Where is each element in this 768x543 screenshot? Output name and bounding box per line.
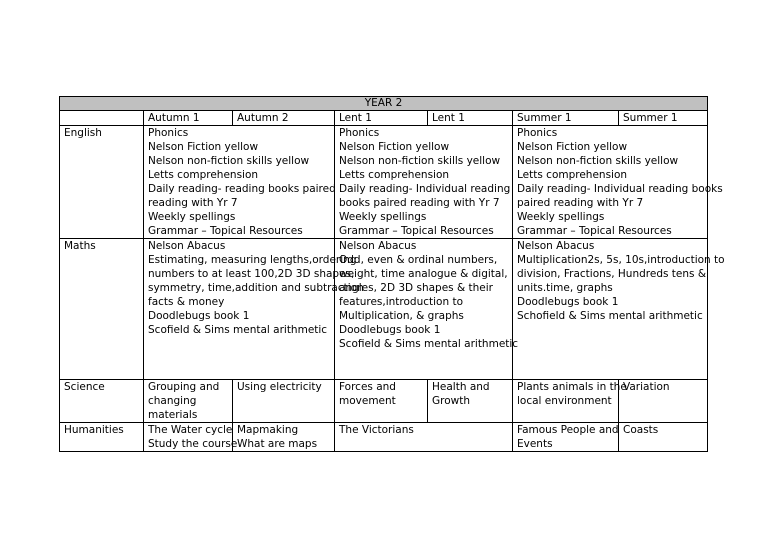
cell-line: materials (148, 409, 198, 421)
cell-line: Weekly spellings (339, 211, 427, 223)
cell-line: Grammar – Topical Resources (339, 225, 494, 237)
cell-line: facts & money (148, 296, 225, 308)
cell-line: Coasts (623, 424, 659, 436)
cell-line: The Water cycle (148, 424, 233, 436)
cell-line: Plants animals in the (517, 381, 627, 393)
cell-line: Nelson non-fiction skills yellow (148, 155, 310, 167)
cell-line: paired reading with Yr 7 (517, 197, 644, 209)
cell-line: Variation (623, 381, 670, 393)
science-cell (428, 380, 513, 423)
cell-line: Nelson non-fiction skills yellow (517, 155, 679, 167)
cell-line: Scofield & Sims mental arithmetic (148, 324, 328, 336)
cell-line: Nelson Abacus (517, 240, 595, 252)
science-cell (144, 380, 233, 423)
subject-label: Science (60, 380, 144, 423)
humanities-cell (144, 423, 238, 452)
cell-line: movement (339, 395, 396, 407)
cell-line: Phonics (339, 127, 380, 139)
science-cell (513, 380, 627, 423)
cell-line: Grammar – Topical Resources (517, 225, 672, 237)
cell-line: Doodlebugs book 1 (339, 324, 441, 336)
cell-line: Growth (432, 395, 471, 407)
cell-line: Letts comprehension (517, 169, 628, 181)
cell-line: Daily reading- Individual reading books (517, 183, 723, 195)
term-header: Summer 1 (619, 111, 708, 126)
cell-line: Daily reading- Individual reading (339, 183, 511, 195)
subject-label: English (60, 126, 144, 239)
maths-summer-cell (513, 239, 725, 380)
cell-line: Weekly spellings (148, 211, 236, 223)
year-title: YEAR 2 (60, 97, 708, 111)
cell-line: Nelson Fiction yellow (517, 141, 628, 153)
humanities-cell (233, 423, 335, 452)
cell-line: Nelson Abacus (339, 240, 417, 252)
cell-line: Grammar – Topical Resources (148, 225, 303, 237)
humanities-cell (335, 423, 513, 452)
cell-line: weight, time analogue & digital, (339, 268, 508, 280)
cell-line: What are maps (237, 438, 318, 450)
year-header-row (60, 97, 708, 111)
cell-line: Weekly spellings (517, 211, 605, 223)
maths-autumn-cell (144, 239, 364, 380)
cell-line: Multiplication2s, 5s, 10s,introduction to (517, 254, 725, 266)
cell-line: Estimating, measuring lengths,ordering (148, 254, 357, 266)
english-row (60, 126, 708, 239)
term-header: Lent 1 (335, 111, 428, 126)
cell-line: Doodlebugs book 1 (517, 296, 619, 308)
cell-line: Odd, even & ordinal numbers, (339, 254, 498, 266)
humanities-cell (619, 423, 708, 452)
cell-line: Using electricity (237, 381, 322, 393)
cell-line: Daily reading- reading books paired (148, 183, 336, 195)
empty-cell (60, 111, 144, 126)
science-cell (619, 380, 708, 423)
cell-line: Nelson Fiction yellow (339, 141, 450, 153)
cell-line: Health and (432, 381, 490, 393)
cell-line: Nelson Fiction yellow (148, 141, 259, 153)
cell-line: reading with Yr 7 (148, 197, 238, 209)
cell-line: Scofield & Sims mental arithmetic (339, 338, 519, 350)
cell-line: Phonics (148, 127, 189, 139)
cell-line: Phonics (517, 127, 558, 139)
humanities-cell (513, 423, 619, 452)
cell-line: symmetry, time,addition and subtraction (148, 282, 364, 294)
maths-row (60, 239, 708, 380)
cell-line: numbers to at least 100,2D 3D shapes, (148, 268, 355, 280)
cell-line: Famous People and (517, 424, 619, 436)
term-header: Summer 1 (513, 111, 619, 126)
cell-line: Events (517, 438, 553, 450)
cell-line: Study the course (148, 438, 238, 450)
term-header: Autumn 2 (233, 111, 335, 126)
cell-line: Multiplication, & graphs (339, 310, 464, 322)
cell-line: Schofield & Sims mental arithmetic (517, 310, 703, 322)
curriculum-table (59, 96, 725, 452)
cell-line: features,introduction to (339, 296, 464, 308)
subject-label: Humanities (60, 423, 144, 452)
cell-line: Letts comprehension (339, 169, 450, 181)
subject-label: Maths (60, 239, 144, 380)
cell-line: division, Fractions, Hundreds tens & (517, 268, 707, 280)
cell-line: Letts comprehension (148, 169, 259, 181)
cell-line: Forces and (339, 381, 396, 393)
science-cell (233, 380, 335, 423)
term-header: Lent 1 (428, 111, 513, 126)
cell-line: The Victorians (339, 424, 414, 436)
cell-line: Grouping and (148, 381, 220, 393)
cell-line: Nelson non-fiction skills yellow (339, 155, 501, 167)
english-summer-cell (513, 126, 723, 239)
cell-line: changing (148, 395, 197, 407)
science-cell (335, 380, 428, 423)
english-autumn-cell (144, 126, 335, 239)
cell-line: local environment (517, 395, 612, 407)
science-row (60, 380, 708, 423)
cell-line: units.time, graphs (517, 282, 613, 294)
cell-line: Mapmaking (237, 424, 299, 436)
humanities-row (60, 423, 708, 452)
maths-lent-cell (335, 239, 519, 380)
english-lent-cell (335, 126, 513, 239)
term-header: Autumn 1 (144, 111, 233, 126)
term-header-row (60, 111, 708, 126)
cell-line: Doodlebugs book 1 (148, 310, 250, 322)
cell-line: Nelson Abacus (148, 240, 226, 252)
cell-line: books paired reading with Yr 7 (339, 197, 500, 209)
cell-line: angles, 2D 3D shapes & their (339, 282, 493, 294)
